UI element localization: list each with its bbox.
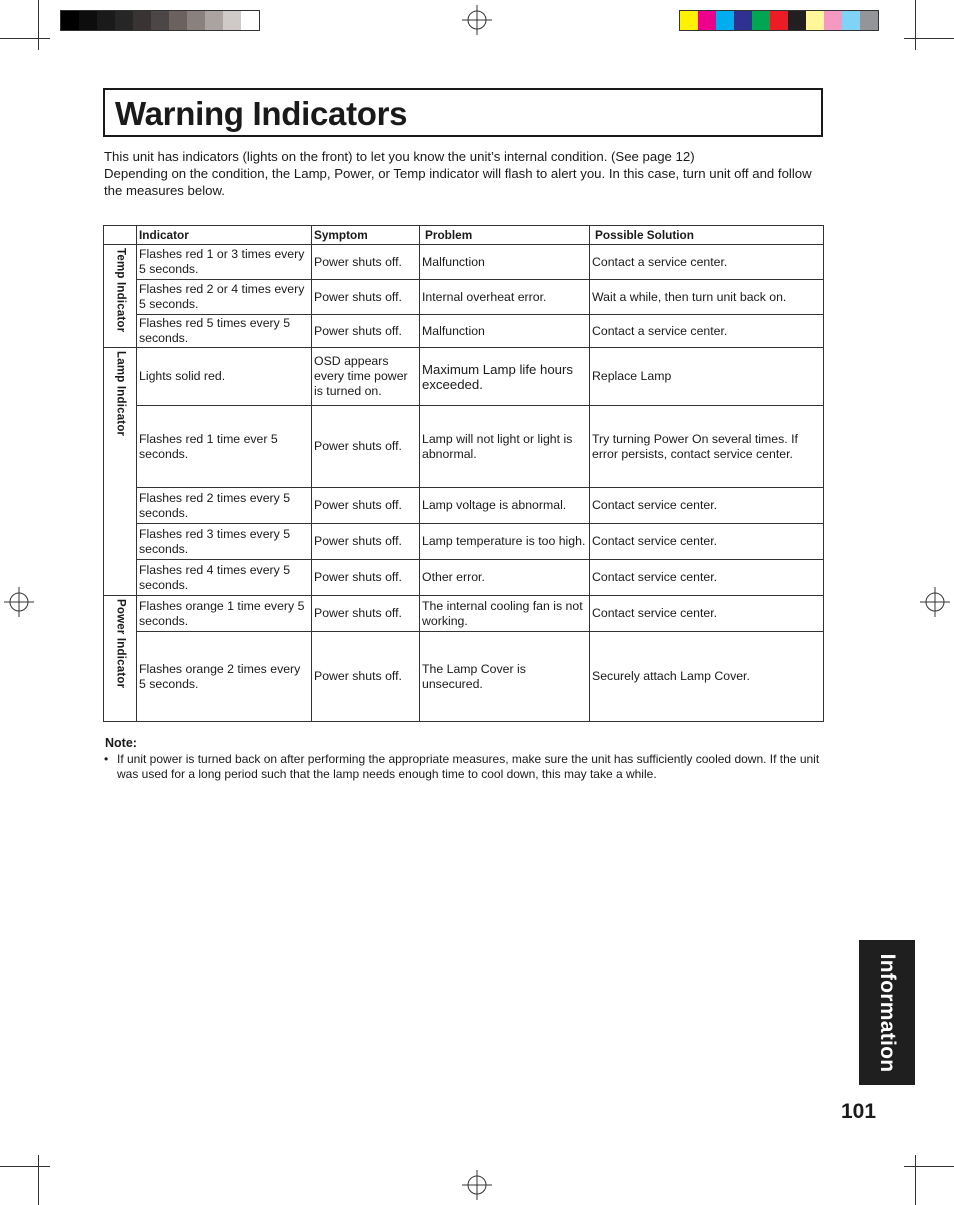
cell-symptom: Power shuts off.	[312, 632, 420, 722]
cell-indicator: Flashes orange 1 time every 5 seconds.	[137, 596, 312, 632]
gray-swatch	[187, 11, 205, 30]
cell-problem: Other error.	[420, 560, 590, 596]
cell-symptom: Power shuts off.	[312, 406, 420, 488]
color-swatch	[734, 11, 752, 30]
cell-problem: Lamp temperature is too high.	[420, 524, 590, 560]
crop-mark	[915, 1155, 916, 1205]
vertical-label: Power Indicator	[114, 599, 127, 689]
bullet-icon: •	[104, 752, 109, 766]
crop-mark	[904, 1166, 954, 1167]
gray-swatch	[79, 11, 97, 30]
gray-swatch	[169, 11, 187, 30]
gray-swatch	[205, 11, 223, 30]
gray-swatch	[133, 11, 151, 30]
color-swatch	[716, 11, 734, 30]
table-row	[104, 406, 824, 488]
note-heading: Note:	[105, 736, 137, 750]
crop-mark	[0, 38, 50, 39]
table-row	[104, 245, 824, 280]
gray-swatch	[115, 11, 133, 30]
cell-indicator: Flashes red 2 times every 5 seconds.	[137, 488, 312, 524]
header-symptom: Symptom	[312, 226, 420, 245]
crop-mark	[915, 0, 916, 50]
registration-mark-icon	[4, 587, 34, 617]
cell-symptom: Power shuts off.	[312, 280, 420, 315]
registration-mark-icon	[920, 587, 950, 617]
color-swatch	[824, 11, 842, 30]
cell-indicator: Flashes red 5 times every 5 seconds.	[137, 315, 312, 348]
header-problem: Problem	[420, 226, 590, 245]
color-swatch	[752, 11, 770, 30]
cell-solution: Contact service center.	[590, 524, 824, 560]
intro-line-2: Depending on the condition, the Lamp, Power, or Temp indicator will flash to alert you. In this case, turn unit off and follow the measures below.	[104, 166, 812, 198]
color-swatch-bar	[679, 10, 879, 31]
cell-indicator: Flashes red 1 or 3 times every 5 seconds.	[137, 245, 312, 280]
cell-symptom: Power shuts off.	[312, 596, 420, 632]
note-bullet	[104, 752, 828, 782]
vertical-label: Temp Indicator	[114, 248, 127, 333]
table-row	[104, 632, 824, 722]
cell-solution: Wait a while, then turn unit back on.	[590, 280, 824, 315]
color-swatch	[842, 11, 860, 30]
warning-indicators-table	[103, 225, 824, 722]
cell-solution: Contact service center.	[590, 488, 824, 524]
cell-indicator: Flashes orange 2 times every 5 seconds.	[137, 632, 312, 722]
cell-symptom: Power shuts off.	[312, 488, 420, 524]
vertical-label: Lamp Indicator	[114, 351, 127, 437]
table-row	[104, 488, 824, 524]
cell-problem: Lamp voltage is abnormal.	[420, 488, 590, 524]
cell-solution: Try turning Power On several times. If error persists, contact service center.	[590, 406, 824, 488]
table-row	[104, 524, 824, 560]
cell-problem: Malfunction	[420, 315, 590, 348]
color-swatch	[770, 11, 788, 30]
registration-mark-icon	[462, 1170, 492, 1200]
page-number: 101	[841, 1100, 877, 1123]
title-box	[103, 88, 823, 137]
side-tab-label: Information	[876, 953, 899, 1072]
crop-mark	[0, 1166, 50, 1167]
table-row	[104, 348, 824, 406]
cell-solution: Contact a service center.	[590, 245, 824, 280]
cell-indicator: Flashes red 2 or 4 times every 5 seconds.	[137, 280, 312, 315]
header-blank	[104, 226, 137, 245]
cell-solution: Contact service center.	[590, 560, 824, 596]
cell-symptom: Power shuts off.	[312, 315, 420, 348]
gray-swatch	[223, 11, 241, 30]
cell-symptom: OSD appears every time power is turned on.	[312, 348, 420, 406]
cell-solution: Securely attach Lamp Cover.	[590, 632, 824, 722]
group-label-power	[104, 596, 137, 722]
cell-indicator: Flashes red 1 time ever 5 seconds.	[137, 406, 312, 488]
group-label-temp	[104, 245, 137, 348]
grayscale-swatch-bar	[60, 10, 260, 31]
crop-mark	[38, 0, 39, 50]
crop-mark	[904, 38, 954, 39]
color-swatch	[788, 11, 806, 30]
cell-problem: Maximum Lamp life hours exceeded.	[420, 348, 590, 406]
cell-symptom: Power shuts off.	[312, 524, 420, 560]
cell-problem: Lamp will not light or light is abnormal.	[420, 406, 590, 488]
cell-problem: The internal cooling fan is not working.	[420, 596, 590, 632]
cell-solution: Replace Lamp	[590, 348, 824, 406]
cell-solution: Contact a service center.	[590, 315, 824, 348]
cell-indicator: Flashes red 3 times every 5 seconds.	[137, 524, 312, 560]
cell-indicator: Flashes red 4 times every 5 seconds.	[137, 560, 312, 596]
color-swatch	[860, 11, 878, 30]
table-row	[104, 315, 824, 348]
table-row	[104, 560, 824, 596]
gray-swatch	[97, 11, 115, 30]
section-side-tab	[859, 940, 915, 1085]
intro-line-1: This unit has indicators (lights on the front) to let you know the unit’s internal condition. (See page 12)	[104, 149, 695, 164]
cell-indicator: Lights solid red.	[137, 348, 312, 406]
color-swatch	[680, 11, 698, 30]
gray-swatch	[151, 11, 169, 30]
gray-swatch	[61, 11, 79, 30]
table-row	[104, 596, 824, 632]
header-indicator: Indicator	[137, 226, 312, 245]
color-swatch	[806, 11, 824, 30]
cell-problem: Internal overheat error.	[420, 280, 590, 315]
cell-problem: Malfunction	[420, 245, 590, 280]
intro-text	[104, 148, 824, 199]
table-header-row	[104, 226, 824, 245]
page-title: Warning Indicators	[115, 95, 408, 132]
note-section	[104, 736, 828, 782]
cell-solution: Contact service center.	[590, 596, 824, 632]
gray-swatch	[241, 11, 259, 30]
cell-problem: The Lamp Cover is unsecured.	[420, 632, 590, 722]
group-label-lamp	[104, 348, 137, 596]
crop-mark	[38, 1155, 39, 1205]
cell-symptom: Power shuts off.	[312, 245, 420, 280]
header-solution: Possible Solution	[590, 226, 824, 245]
color-swatch	[698, 11, 716, 30]
cell-symptom: Power shuts off.	[312, 560, 420, 596]
registration-mark-icon	[462, 5, 492, 35]
note-text: If unit power is turned back on after performing the appropriate measures, make sure the unit has sufficiently cooled down. If the unit was used for a long period such that the lamp needs enough time to cool down, this may take a while.	[117, 752, 820, 781]
table-row	[104, 280, 824, 315]
